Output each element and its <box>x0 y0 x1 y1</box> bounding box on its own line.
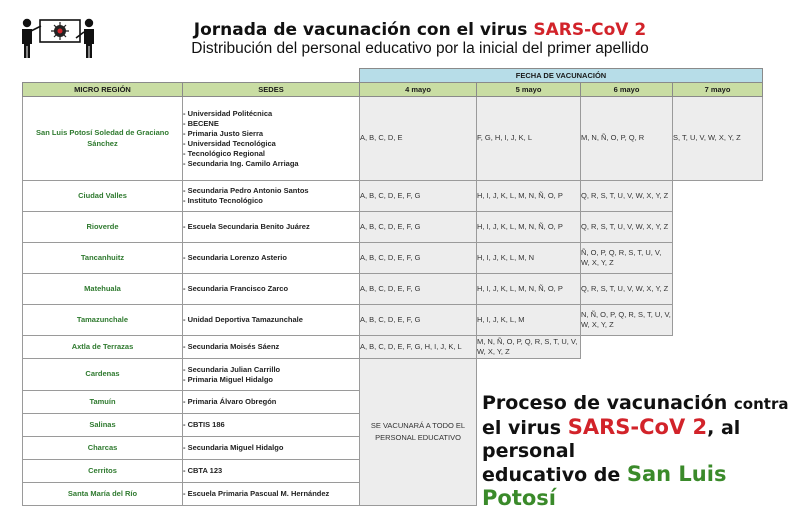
region-cell: Rioverde <box>23 212 183 243</box>
sede-item: - Secundaria Miguel Hidalgo <box>183 443 284 452</box>
region-cell: Salinas <box>23 414 183 437</box>
col-header-sedes: SEDES <box>183 83 360 97</box>
region-cell: Charcas <box>23 437 183 460</box>
letters-cell: H, I, J, K, L, M <box>477 305 581 336</box>
promo-contra: contra <box>733 395 789 413</box>
letters-cell: A, B, C, D, E, F, G <box>360 212 477 243</box>
letters-cell: A, B, C, D, E <box>360 97 477 181</box>
teacher-presentation-icon <box>18 14 98 60</box>
table-row <box>23 359 763 391</box>
sede-item: - Universidad Tecnológica <box>183 138 276 148</box>
promo-line1: Proceso de vacunación <box>482 392 728 414</box>
sede-item: - Secundaria Julian Carrillo <box>183 364 281 374</box>
page-subtitle: Distribución del personal educativo por la inicial del primer apellido <box>191 40 649 57</box>
letters-cell: H, I, J, K, L, M, N <box>477 243 581 274</box>
letters-cell: S, T, U, V, W, X, Y, Z <box>673 97 763 181</box>
sedes-cell <box>183 243 360 274</box>
sedes-cell <box>183 391 360 414</box>
sedes-cell <box>183 181 360 212</box>
sede-item: - Unidad Deportiva Tamazunchale <box>183 315 303 324</box>
promo-virus: SARS-CoV 2 <box>567 415 708 439</box>
promo-text <box>482 392 800 511</box>
letters-cell: M, N, Ñ, O, P, Q, R <box>581 97 673 181</box>
promo-place: San Luis Potosí <box>482 462 727 510</box>
sede-item: - Secundaria Lorenzo Asterio <box>183 253 287 262</box>
sede-item: - CBTA 123 <box>183 466 223 475</box>
sede-item: - Secundaria Pedro Antonio Santos <box>183 186 309 195</box>
sede-item: - Secundaria Francisco Zarco <box>183 284 289 293</box>
table-row <box>23 97 763 181</box>
date-header: 7 mayo <box>673 83 763 97</box>
letters-cell: A, B, C, D, E, F, G <box>360 181 477 212</box>
letters-cell: Q, R, S, T, U, V, W, X, Y, Z <box>581 274 673 305</box>
table-row <box>23 212 763 243</box>
title-virus: SARS-CoV 2 <box>533 20 647 40</box>
date-header: 5 mayo <box>477 83 581 97</box>
region-cell: Tamazunchale <box>23 305 183 336</box>
sede-item: - BECENE <box>183 118 219 128</box>
fecha-header: FECHA DE VACUNACIÓN <box>360 69 763 83</box>
letters-cell: M, N, Ñ, O, P, Q, R, S, T, U, V, W, X, Y, Z <box>477 336 581 359</box>
sede-item: - Universidad Politécnica <box>183 108 273 118</box>
letters-cell: A, B, C, D, E, F, G <box>360 305 477 336</box>
sedes-cell <box>183 274 360 305</box>
promo-el-virus: el virus <box>482 417 562 439</box>
sede-item: - Instituto Tecnológico <box>183 196 263 205</box>
sede-item: - Escuela Primaria Pascual M. Hernández <box>183 489 330 498</box>
region-cell: Santa María del Río <box>23 483 183 506</box>
table-row <box>23 181 763 212</box>
letters-cell: F, G, H, I, J, K, L <box>477 97 581 181</box>
sede-item: - CBTIS 186 <box>183 420 225 429</box>
sedes-cell <box>183 97 360 181</box>
promo-al-personal: , al personal <box>482 417 741 462</box>
sede-item: - Tecnológico Regional <box>183 148 265 158</box>
region-cell: Cardenas <box>23 359 183 391</box>
sedes-cell <box>183 483 360 506</box>
region-cell: Cerritos <box>23 460 183 483</box>
sedes-cell <box>183 460 360 483</box>
sedes-cell <box>183 212 360 243</box>
letters-cell: A, B, C, D, E, F, G <box>360 274 477 305</box>
letters-cell: Q, R, S, T, U, V, W, X, Y, Z <box>581 212 673 243</box>
letters-cell: Q, R, S, T, U, V, W, X, Y, Z <box>581 181 673 212</box>
page-title: Jornada de vacunación con el virus SARS-CoV 2 <box>193 20 647 40</box>
sede-item: - Secundaria Moisés Sáenz <box>183 342 280 351</box>
sede-item: - Secundaria Ing. Camilo Arriaga <box>183 158 299 168</box>
region-cell: San Luis Potosí Soledad de Graciano Sánchez <box>23 97 183 181</box>
sedes-cell <box>183 359 360 391</box>
letters-cell: H, I, J, K, L, M, N, Ñ, O, P <box>477 181 581 212</box>
region-cell: Ciudad Valles <box>23 181 183 212</box>
region-cell: Tamuín <box>23 391 183 414</box>
letters-cell: A, B, C, D, E, F, G, H, I, J, K, L <box>360 336 477 359</box>
sedes-cell <box>183 437 360 460</box>
table-row <box>23 336 763 359</box>
region-cell: Axtla de Terrazas <box>23 336 183 359</box>
sede-item: - Primaria Álvaro Obregón <box>183 397 277 406</box>
date-header: 4 mayo <box>360 83 477 97</box>
sede-item: - Primaria Miguel Hidalgo <box>183 374 274 384</box>
region-cell: Matehuala <box>23 274 183 305</box>
all-staff-note: SE VACUNARÁ A TODO EL PERSONAL EDUCATIVO <box>360 359 477 506</box>
sedes-cell <box>183 336 360 359</box>
letters-cell: A, B, C, D, E, F, G <box>360 243 477 274</box>
sedes-cell <box>183 305 360 336</box>
col-header-region: MICRO REGIÓN <box>23 83 183 97</box>
table-row <box>23 274 763 305</box>
table-row <box>23 243 763 274</box>
sede-item: - Escuela Secundaria Benito Juárez <box>183 222 310 231</box>
letters-cell: H, I, J, K, L, M, N, Ñ, O, P <box>477 274 581 305</box>
letters-cell: H, I, J, K, L, M, N, Ñ, O, P <box>477 212 581 243</box>
letters-cell: Ñ, O, P, Q, R, S, T, U, V, W, X, Y, Z <box>581 243 673 274</box>
date-header: 6 mayo <box>581 83 673 97</box>
promo-educativo-de: educativo de <box>482 464 621 486</box>
region-cell: Tancanhuitz <box>23 243 183 274</box>
sede-item: - Primaria Justo Sierra <box>183 128 264 138</box>
table-row <box>23 305 763 336</box>
letters-cell: N, Ñ, O, P, Q, R, S, T, U, V, W, X, Y, Z <box>581 305 673 336</box>
sedes-cell <box>183 414 360 437</box>
